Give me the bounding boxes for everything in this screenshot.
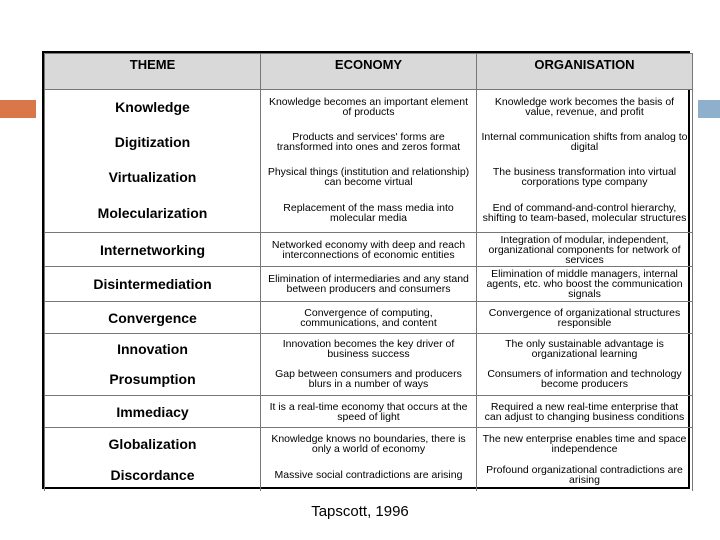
theme-cell: Disintermediation — [45, 267, 261, 302]
table-row — [45, 396, 693, 428]
theme-cell: Convergence — [45, 302, 261, 334]
economy-cell: Knowledge knows no boundaries, there is only a world of economy — [261, 428, 477, 460]
economy-cell: Innovation becomes the key driver of business success — [261, 334, 477, 364]
theme-cell: Immediacy — [45, 396, 261, 428]
table-row — [45, 160, 693, 195]
left-accent-bar — [0, 100, 36, 118]
organisation-cell: The new enterprise enables time and space independence — [477, 428, 693, 460]
organisation-cell: Profound organizational contradictions are arising — [477, 460, 693, 491]
economy-cell: Massive social contradictions are arising — [261, 460, 477, 491]
organisation-cell: Knowledge work becomes the basis of value, revenue, and profit — [477, 90, 693, 125]
theme-cell: Innovation — [45, 334, 261, 364]
economy-cell: Elimination of intermediaries and any stand between producers and consumers — [261, 267, 477, 302]
organisation-cell: Elimination of middle managers, internal agents, etc. who boost the communication signals — [477, 267, 693, 302]
header-organisation: ORGANISATION — [477, 54, 693, 90]
economy-cell: It is a real-time economy that occurs at the speed of light — [261, 396, 477, 428]
economy-cell: Networked economy with deep and reach interconnections of economic entities — [261, 233, 477, 267]
table-row — [45, 195, 693, 233]
organisation-cell: The only sustainable advantage is organizational learning — [477, 334, 693, 364]
table-row — [45, 302, 693, 334]
organisation-cell: Internal communication shifts from analog to digital — [477, 125, 693, 160]
theme-cell: Virtualization — [45, 160, 261, 195]
organisation-cell: Required a new real-time enterprise that can adjust to changing business conditions — [477, 396, 693, 428]
economy-cell: Replacement of the mass media into molecular media — [261, 195, 477, 233]
table-row — [45, 267, 693, 302]
theme-cell: Knowledge — [45, 90, 261, 125]
header-theme: THEME — [45, 54, 261, 90]
theme-cell: Globalization — [45, 428, 261, 460]
table-row — [45, 233, 693, 267]
table-row — [45, 125, 693, 160]
organisation-cell: End of command-and-control hierarchy, shifting to team-based, molecular structures — [477, 195, 693, 233]
theme-cell: Prosumption — [45, 364, 261, 396]
economy-cell: Knowledge becomes an important element of products — [261, 90, 477, 125]
source-caption: Tapscott, 1996 — [311, 503, 409, 520]
organisation-cell: Consumers of information and technology become producers — [477, 364, 693, 396]
right-accent-bar — [698, 100, 720, 118]
theme-cell: Molecularization — [45, 195, 261, 233]
themes-table — [44, 53, 693, 491]
organisation-cell: Convergence of organizational structures responsible — [477, 302, 693, 334]
table-row — [45, 460, 693, 491]
theme-cell: Internetworking — [45, 233, 261, 267]
table-row — [45, 334, 693, 364]
economy-cell: Convergence of computing, communications, and content — [261, 302, 477, 334]
header-row — [45, 54, 693, 90]
theme-cell: Discordance — [45, 460, 261, 491]
tapscott-table — [42, 51, 690, 489]
table-row — [45, 90, 693, 125]
theme-cell: Digitization — [45, 125, 261, 160]
organisation-cell: The business transformation into virtual corporations type company — [477, 160, 693, 195]
economy-cell: Gap between consumers and producers blurs in a number of ways — [261, 364, 477, 396]
header-economy: ECONOMY — [261, 54, 477, 90]
economy-cell: Products and services' forms are transformed into ones and zeros format — [261, 125, 477, 160]
table-row — [45, 364, 693, 396]
organisation-cell: Integration of modular, independent, organizational components for network of services — [477, 233, 693, 267]
economy-cell: Physical things (institution and relationship) can become virtual — [261, 160, 477, 195]
table-row — [45, 428, 693, 460]
